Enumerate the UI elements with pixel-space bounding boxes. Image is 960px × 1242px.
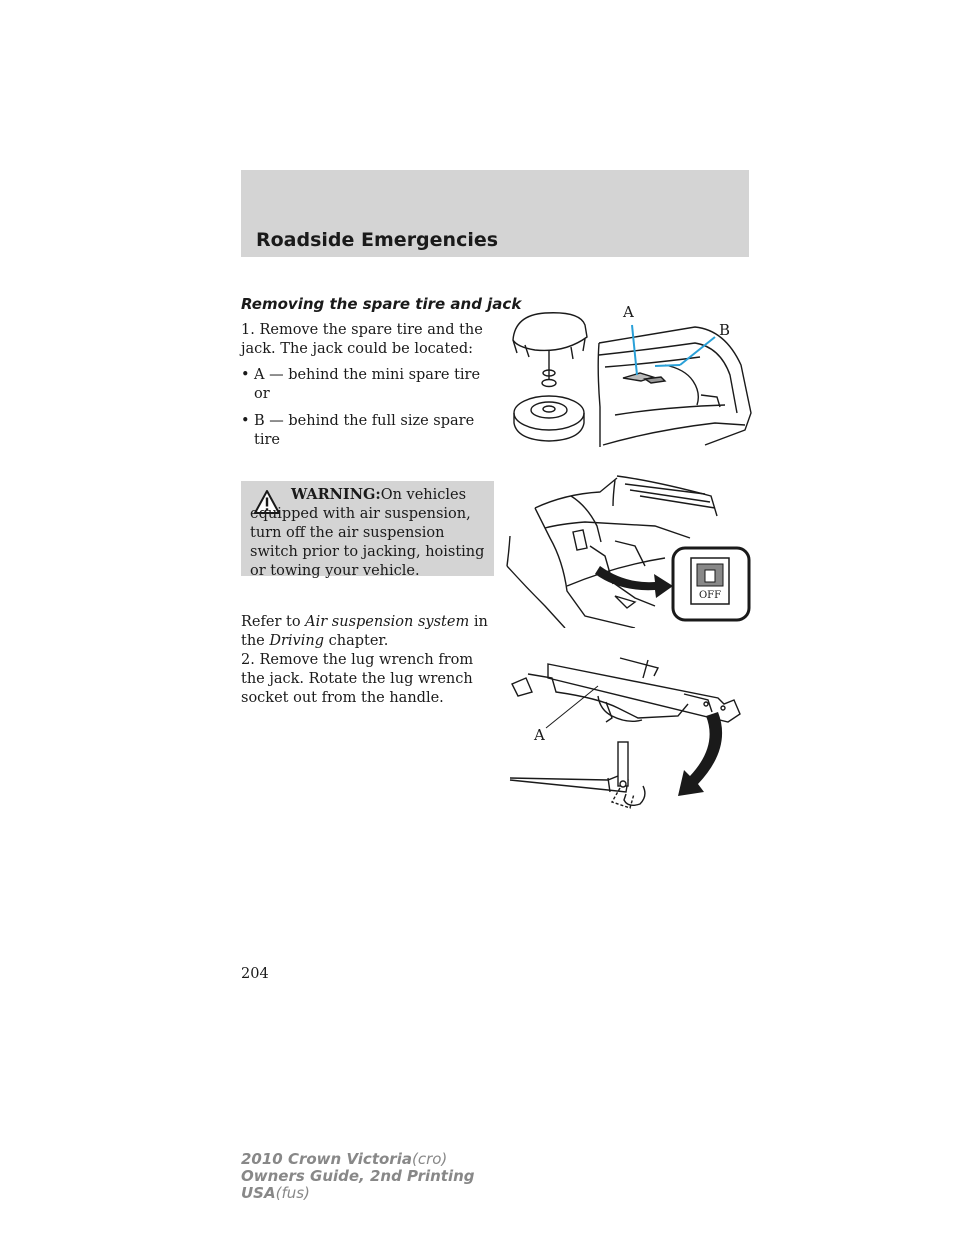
footer-line-3	[241, 1185, 475, 1202]
refer-air-suspension-link: Air suspension system	[305, 614, 470, 630]
callout-label-b: B	[719, 321, 731, 339]
bullet-text: B — behind the full size spare tire	[254, 413, 475, 448]
footer-line-1	[241, 1151, 475, 1168]
footer-model: 2010 Crown Victoria	[241, 1150, 412, 1168]
jack-location-list	[241, 366, 491, 458]
footer-market-code: (fus)	[275, 1184, 310, 1202]
step2-paragraph: 2. Remove the lug wrench from the jack. Rotate the lug wrench socket out from the handle.	[241, 652, 474, 706]
refer-mid: in the	[241, 614, 488, 649]
page-number: 204	[241, 966, 269, 982]
jack-lug-wrench-figure	[508, 648, 748, 816]
warning-body: On vehicles equipped with air suspension, turn off the air suspension switch prior to jacking, hoisting or towing your vehicle.	[250, 487, 485, 579]
section-title: Roadside Emergencies	[256, 229, 499, 251]
step1-paragraph: 1. Remove the spare tire and the jack. The jack could be located:	[241, 322, 483, 357]
bullet-text: A — behind the mini spare tire or	[254, 367, 481, 402]
footer-market: USA	[241, 1184, 276, 1202]
refer-paragraph	[241, 613, 491, 651]
callout-label-a: A	[623, 303, 634, 321]
trunk-spare-tire-figure	[505, 295, 755, 455]
trunk-illustration	[505, 295, 755, 455]
refer-prefix: Refer to	[241, 614, 301, 630]
bullet-marker: •	[241, 367, 250, 383]
subheading: Removing the spare tire and jack	[241, 295, 522, 313]
switch-off-label: OFF	[698, 590, 722, 601]
list-item	[241, 412, 491, 450]
refer-driving-link: Driving	[269, 633, 325, 649]
bullet-marker: •	[241, 413, 250, 429]
air-suspension-switch-figure	[505, 466, 755, 628]
jack-illustration	[508, 648, 748, 816]
refer-suffix: chapter.	[328, 633, 389, 649]
footer	[241, 1151, 475, 1202]
callout-label-a: A	[534, 726, 545, 744]
warning-box	[241, 481, 494, 579]
footer-line-2: Owners Guide, 2nd Printing	[241, 1167, 475, 1185]
list-item	[241, 366, 491, 404]
footer-model-code: (cro)	[411, 1150, 448, 1168]
air-suspension-illustration	[505, 466, 755, 628]
section-header-band	[241, 170, 749, 257]
warning-text	[250, 485, 490, 581]
warning-label: WARNING:	[291, 486, 381, 503]
